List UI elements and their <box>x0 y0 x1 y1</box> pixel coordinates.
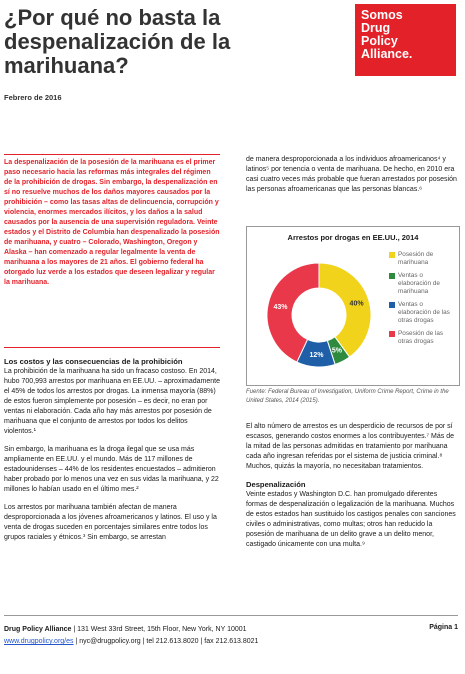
paragraph: Los arrestos por marihuana también afectan de manera desproporcionada a los jóvenes afroamericanos y latinos. El uso y la venta de drogas suceden en porcentajes similares entre todos los grupos raciales y étnicos.³ Sin embargo, se arrestan <box>4 504 217 541</box>
paragraph: Sin embargo, la marihuana es la droga ilegal que se usa más ampliamente en EE.UU. y el mundo. Más de 117 millones de estadounidenses – 44% de los residentes encuestados – admitieron haber probado por lo menos una vez en sus vidas la marihuana, y 22 millones lo habían usado en el último mes.² <box>4 446 219 493</box>
logo-line-3: Policy <box>361 34 398 48</box>
logo-line-1: Somos <box>361 8 403 22</box>
page-footer <box>4 615 458 648</box>
legend-item <box>389 301 457 325</box>
website-link[interactable]: www.drugpolicy.org/es <box>4 638 74 645</box>
pie-label-2: 5% <box>331 347 342 355</box>
page-title: ¿Por qué no basta la despenalización de la marihuana? <box>4 5 231 78</box>
right-column-bottom <box>246 422 458 558</box>
footer-fax: fax 212.613.8021 <box>204 638 259 645</box>
legend-label: Posesión de marihuana <box>398 251 434 266</box>
legend-item <box>389 272 457 296</box>
paragraph: Veinte estados y Washington D.C. han promulgado diferentes formas de despenalización o legalización de la marihuana. Muchos de estos estados han sustituido los castigos penales con sanciones civiles o administrativas, como multas; otros han reducido la posesión de marihuana de un delito grave a un delito menor, castigado únicamente con una multa.⁹ <box>246 491 456 548</box>
right-column-top <box>246 155 458 195</box>
legend-label: Posesión de las otras drogas <box>398 330 444 345</box>
paragraph: de manera desproporcionada a los individuos afroamericanos⁴ y latinos⁵ por tenencia o venta de marihuana. De hecho, en 2010 era casi cuatro veces más probable que fueran arrestados por posesión las personas afroamericanas que las personas blancas.⁶ <box>246 156 457 193</box>
legend-item <box>389 330 457 346</box>
page-number: Página 1 <box>429 624 458 631</box>
chart-source: Fuente: Federal Bureau of Investigation, Uniform Crime Report, Crime in the United States, 2014 (2015). <box>246 389 449 404</box>
footer-address: 131 West 33rd Street, 15th Floor, New York, NY 10001 <box>77 626 247 633</box>
legend-swatch <box>389 273 395 279</box>
footer-email[interactable]: nyc@drugpolicy.org <box>79 638 141 645</box>
footer-tel: tel 212.613.8020 <box>146 638 199 645</box>
arrests-chart <box>246 226 460 386</box>
chart-title: Arrestos por drogas en EE.UU., 2014 <box>287 233 419 242</box>
section-title-decriminalization: Despenalización <box>246 480 306 489</box>
legend-item <box>389 251 457 267</box>
legend-swatch <box>389 331 395 337</box>
legend-label: Ventas o elaboración de las otras drogas <box>398 301 450 324</box>
section-title-costs: Los costos y las consecuencias de la prohibición <box>4 357 183 366</box>
publication-date: Febrero de 2016 <box>4 93 62 102</box>
dpa-logo <box>355 4 456 76</box>
footer-line-1: Drug Policy Alliance | 131 West 33rd Street, 15th Floor, New York, NY 10001 <box>4 626 247 633</box>
pie-label-4: 43% <box>273 303 288 311</box>
intro-summary: La despenalización de la posesión de la marihuana es el primer paso necesario hacia las reformas más integrales del régimen de la prohibición de drogas. Sin embargo, la despenalización en sí no resuelve muchos de los daños mayores causados por la prohibición – como las tasas altas de delincuencia, corrupción y violencia, enormes mercados ilícitos, y los daños a la salud causados por la ausencia de una supervisión reguladora. Veinte estados y el Distrito de Columbia han despenalizado la posesión de marihuana, y cuatro – Colorado, Washington, Oregon y Alaska – han comenzado a regular legalmente la venta de marihuana a los mayores de 21 años. El gobierno federal ha otorgado luz verde a los estados que deseen legalizar y regular la marihuana. <box>4 154 220 288</box>
legend-swatch <box>389 302 395 308</box>
left-column <box>4 357 220 551</box>
legend-swatch <box>389 252 395 258</box>
legend-label: Ventas o elaboración de marihuana <box>398 272 440 295</box>
intro-divider <box>4 347 220 348</box>
paragraph: La prohibición de la marihuana ha sido un fracaso costoso. En 2014, hubo 700,993 arrestos por marihuana en EE.UU. – aproximadamente el 45% de todos los arrestos por drogas. La inmensa mayoría (88%) de estos fueron simplemente por posesión – es decir, no eran por ventas ni elaboración. Cada año hay más arrestos por posesión de marihuana que el conjunto de arrestos por todos los delitos violentos.¹ <box>4 368 220 435</box>
pie-label-1: 40% <box>349 300 364 308</box>
footer-org: Drug Policy Alliance <box>4 626 72 633</box>
chart-legend <box>389 251 457 351</box>
logo-line-4: Alliance. <box>361 47 413 61</box>
paragraph: El alto número de arrestos es un desperdicio de recursos de por sí escasos, generando costos enormes a los contribuyentes.⁷ Más de la mitad de las personas admitidas en tratamiento por marihuana cada año ingresan referidas por el sistema de justicia criminal.⁸ Muchos, quizás la mayoría, no necesitaban tratamientos. <box>246 423 454 470</box>
footer-line-2: www.drugpolicy.org/es | nyc@drugpolicy.org | tel 212.613.8020 | fax 212.613.8021 <box>4 638 259 645</box>
logo-line-2: Drug <box>361 21 391 35</box>
pie-label-3: 12% <box>309 351 324 359</box>
